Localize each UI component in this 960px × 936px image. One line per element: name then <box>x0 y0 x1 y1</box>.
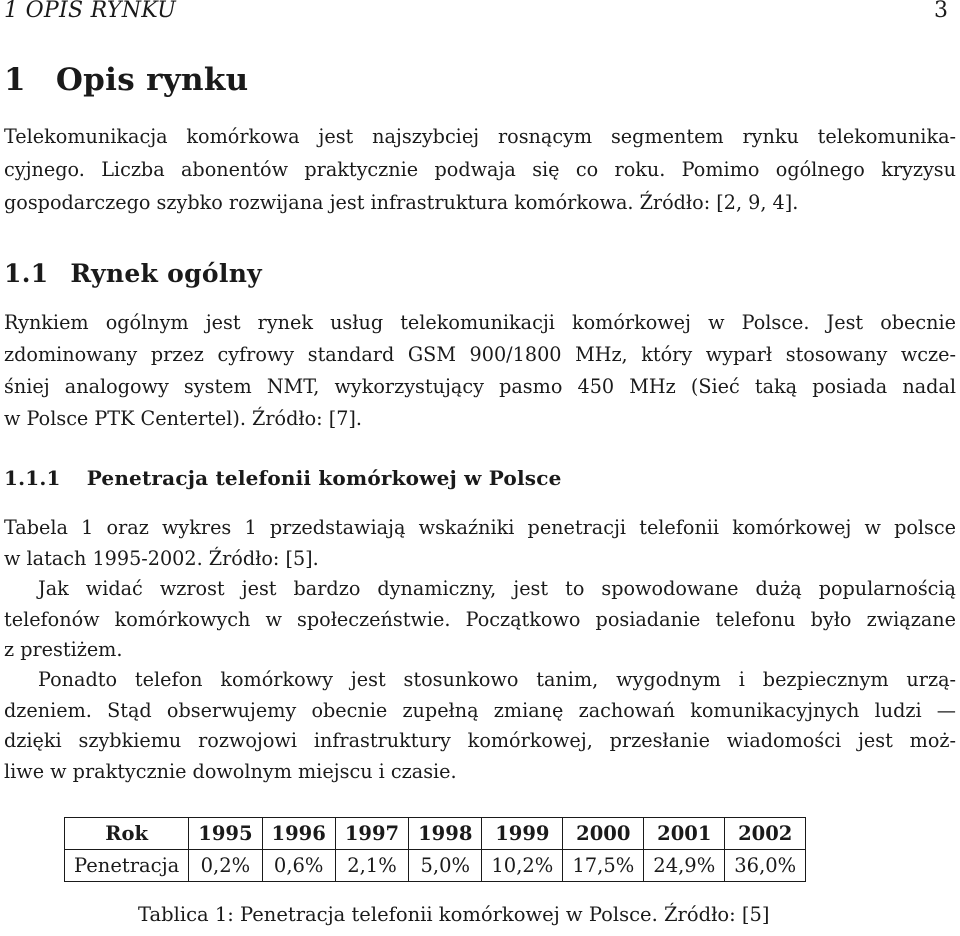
subsection-number: 1.1 <box>4 259 49 288</box>
paragraph-line: w latach 1995-2002. Źródło: [5]. <box>4 547 319 570</box>
paragraph-line: Telekomunikacja komórkowa jest najszybciej rosnącym segmentem rynku telekomunika- <box>4 125 956 148</box>
table-cell: 24,9% <box>644 850 725 882</box>
paragraph-line: śniej analogowy system NMT, wykorzystujący pasmo 450 MHz (Sieć taką posiada nadal <box>4 375 956 398</box>
table-header-cell: Rok <box>65 818 189 850</box>
table-header-cell: 1999 <box>482 818 563 850</box>
table-cell: 0,6% <box>262 850 335 882</box>
section-title: Opis rynku <box>55 62 249 98</box>
paragraph-line: gospodarczego szybko rozwijana jest infrastruktura komórkowa. Źródło: [2, 9, 4]. <box>4 191 799 214</box>
subsubsection-title: Penetracja telefonii komórkowej w Polsce <box>86 466 562 490</box>
paragraph-line: Rynkiem ogólnym jest rynek usług telekomunikacji komórkowej w Polsce. Jest obecnie <box>4 311 956 334</box>
table-cell: 10,2% <box>482 850 563 882</box>
table-cell: 36,0% <box>725 850 806 882</box>
paragraph-line: telefonów komórkowych w społeczeństwie. Początkowo posiadanie telefonu było związane <box>4 608 956 631</box>
paragraph-line: dzeniem. Stąd obserwujemy obecnie zupełną zmianę zachowań komunikacyjnych ludzi — <box>4 699 956 722</box>
table-header-cell: 2001 <box>644 818 725 850</box>
table-cell: 17,5% <box>563 850 644 882</box>
subsubsection-heading <box>4 466 562 490</box>
table-row <box>65 850 806 882</box>
subsection-title: Rynek ogólny <box>70 259 263 288</box>
paragraph-line: cyjnego. Liczba abonentów praktycznie podwaja się co roku. Pomimo ogólnego kryzysu <box>4 158 956 181</box>
paragraph-line: w Polsce PTK Centertel). Źródło: [7]. <box>4 407 363 430</box>
table-header-cell: 2002 <box>725 818 806 850</box>
table-cell: 2,1% <box>335 850 408 882</box>
paragraph-line: liwe w praktycznie dowolnym miejscu i czasie. <box>4 760 457 783</box>
table-header-cell: 1996 <box>262 818 335 850</box>
section-number: 1 <box>4 62 26 98</box>
table-header-cell: 1997 <box>335 818 408 850</box>
table-header-row <box>65 818 806 850</box>
table-cell: Penetracja <box>65 850 189 882</box>
section-heading <box>4 62 248 98</box>
table-cell: 5,0% <box>409 850 482 882</box>
paragraph-line: Ponadto telefon komórkowy jest stosunkowo tanim, wygodnym i bezpiecznym urzą- <box>38 668 956 691</box>
paragraph-line: Tabela 1 oraz wykres 1 przedstawiają wskaźniki penetracji telefonii komórkowej w polsce <box>4 516 956 539</box>
table-header-cell: 2000 <box>563 818 644 850</box>
paragraph-line: zdominowany przez cyfrowy standard GSM 900/1800 MHz, który wyparł stosowany wcze- <box>4 343 956 366</box>
table-cell: 0,2% <box>189 850 262 882</box>
subsubsection-number: 1.1.1 <box>4 466 61 490</box>
page-number: 3 <box>934 0 948 23</box>
table-header-cell: 1998 <box>409 818 482 850</box>
subsection-heading <box>4 259 262 288</box>
penetration-table <box>64 817 806 882</box>
table-caption: Tablica 1: Penetracja telefonii komórkowej w Polsce. Źródło: [5] <box>138 903 770 926</box>
running-head: 1 OPIS RYNKU <box>4 0 177 23</box>
table-header-cell: 1995 <box>189 818 262 850</box>
paragraph-line: z prestiżem. <box>4 638 123 661</box>
paragraph-line: Jak widać wzrost jest bardzo dynamiczny, jest to spowodowane dużą popularnością <box>38 577 956 600</box>
paragraph-line: dzięki szybkiemu rozwojowi infrastruktury komórkowej, przesłanie wiadomości jest moż- <box>4 729 956 752</box>
